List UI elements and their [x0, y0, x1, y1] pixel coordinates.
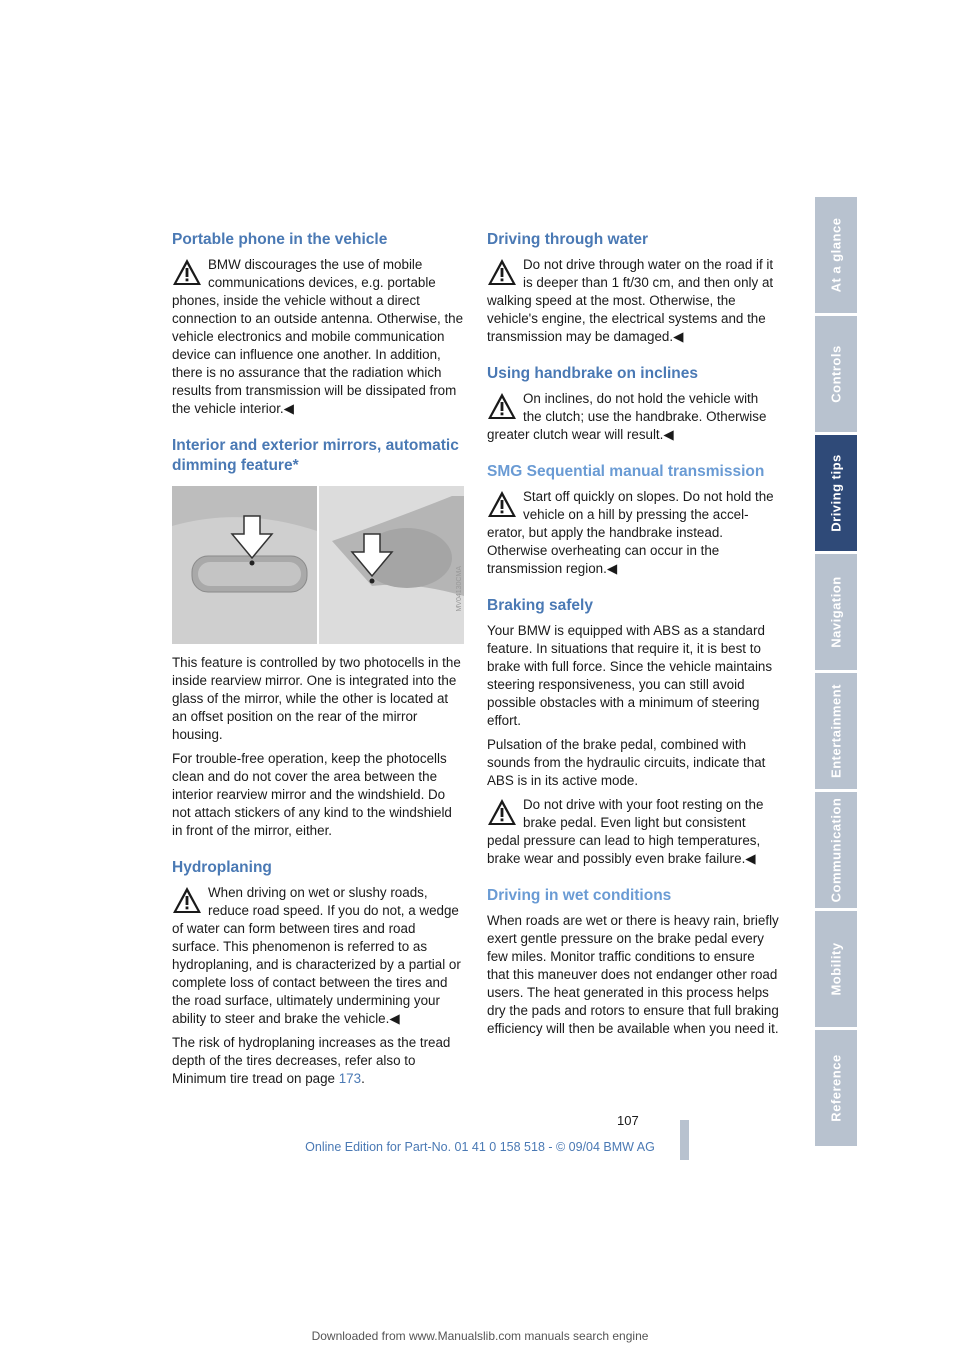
- chapter-tabs: [815, 197, 857, 1160]
- warning-braking: Do not drive with your foot resting on the brake pedal. Even light but consistent pedal pressure can lead to high temperatures, brake wear and possibly even brake failure.◀: [487, 797, 764, 866]
- warning-triangle-icon: [487, 258, 517, 286]
- section-title-wet: Driving in wet conditions: [487, 887, 672, 904]
- tab-mobility[interactable]: Mobility: [815, 911, 857, 1030]
- tab-communication[interactable]: Communication: [815, 792, 857, 911]
- warning-text-rest: phones, inside the vehicle without a direct connection to an outside antenna. Otherwise, the vehicle electronics and mobile communication device can influence one another. In addition, there is no assurance that the radiation which results from transmission will be dissipated from the vehicle interior.◀: [172, 293, 464, 416]
- warning-triangle-icon: [172, 258, 202, 286]
- section-title-smg: SMG Sequential manual transmission: [487, 463, 765, 480]
- warning-text-rest: of water can form between tires and road surface. This phenomenon is referred to as hydroplaning, and is characterized by a partial or complete loss of contact between the tires and the road surface, ultimately undermining your ability to steer and brake the vehicle.◀: [172, 921, 461, 1026]
- left-column: [172, 230, 464, 1094]
- section-title-water: Driving through water: [487, 231, 649, 248]
- section-title-portable-phone: Portable phone in the vehicle: [172, 231, 388, 248]
- warning-hydroplaning: [172, 884, 464, 1028]
- tab-driving-tips[interactable]: Driving tips: [815, 435, 857, 554]
- tab-entertainment[interactable]: Entertainment: [815, 673, 857, 792]
- page-link[interactable]: 173: [338, 1071, 362, 1086]
- section-title-mirrors: Interior and exterior mirrors, automatic dimming feature*: [172, 437, 459, 474]
- right-column: [487, 230, 779, 1044]
- section-title-braking: Braking safely: [487, 597, 593, 614]
- paragraph: This feature is controlled by two photocells in the inside rearview mirror. One is integrated into the glass of the mirror, while the other is located at an offset position on the rear of the mirror housing.: [172, 655, 461, 742]
- paragraph: Your BMW is equipped with ABS as a standard feature. In situations that require it, it is best to brake with full force. Since the vehicle maintains steering responsiveness, you can still avoid possible obstacles with a minimum of steering effort.: [487, 623, 773, 728]
- warning-water: Do not drive through water on the road if it is deeper than 1 ft/30 cm, and then only at walking speed at the most. Otherwise, the vehicle's engine, the electrical systems and the transmission may be damaged.◀: [487, 257, 774, 344]
- footer-edition: Online Edition for Part-No. 01 41 0 158 518 - © 09/04 BMW AG: [305, 1140, 655, 1154]
- page-number: 107: [617, 1113, 639, 1128]
- photo-code: MV04130CMA: [456, 566, 463, 612]
- warning-handbrake: On inclines, do not hold the vehicle with the clutch; use the handbrake. Otherwise greater clutch wear will result.◀: [487, 391, 767, 442]
- section-title-handbrake: Using handbrake on inclines: [487, 365, 699, 382]
- warning-smg: Start off quickly on slopes. Do not hold the vehicle on a hill by pressing the accel- erator, but apply the handbrake instead. Otherwise overheating can occur in the transmission region.◀: [487, 489, 774, 576]
- mirror-photo: [172, 486, 464, 644]
- tab-controls[interactable]: Controls: [815, 316, 857, 435]
- warning-portable-phone: [172, 256, 464, 418]
- paragraph: Pulsation of the brake pedal, combined with sounds from the hydraulic circuits, indicate that ABS is in its active mode.: [487, 737, 766, 788]
- paragraph: The risk of hydroplaning increases as the tread depth of the tires decreases, refer also to Minimum tire tread on page 173.: [172, 1035, 451, 1086]
- warning-triangle-icon: [487, 798, 517, 826]
- paragraph: When roads are wet or there is heavy rain, briefly exert gentle pressure on the brake pedal every few miles. Monitor traffic conditions to ensure that this maneuver does not endanger other road users. The heat generated in this process helps dry the pads and rotors to ensure that full braking efficiency will then be available when you need it.: [487, 913, 779, 1036]
- tab-navigation[interactable]: Navigation: [815, 554, 857, 673]
- section-title-hydroplaning: Hydroplaning: [172, 859, 272, 876]
- watermark: Downloaded from www.Manualslib.com manuals search engine: [311, 1329, 649, 1343]
- warning-text-lead: BMW discourages the use of mobile communications devices, e.g. portable: [208, 257, 436, 290]
- paragraph: For trouble-free operation, keep the photocells clean and do not cover the area between the interior rearview mirror and the windshield. Do not attach stickers of any kind to the windshield in front of the mirror, either.: [172, 751, 452, 838]
- warning-triangle-icon: [487, 392, 517, 420]
- warning-triangle-icon: [172, 886, 202, 914]
- tab-at-a-glance[interactable]: At a glance: [815, 197, 857, 316]
- warning-text-lead: When driving on wet or slushy roads, reduce road speed. If you do not, a wedge: [208, 885, 459, 918]
- tab-reference[interactable]: Reference: [815, 1030, 857, 1149]
- mirror-illustration: [172, 486, 464, 644]
- warning-triangle-icon: [487, 490, 517, 518]
